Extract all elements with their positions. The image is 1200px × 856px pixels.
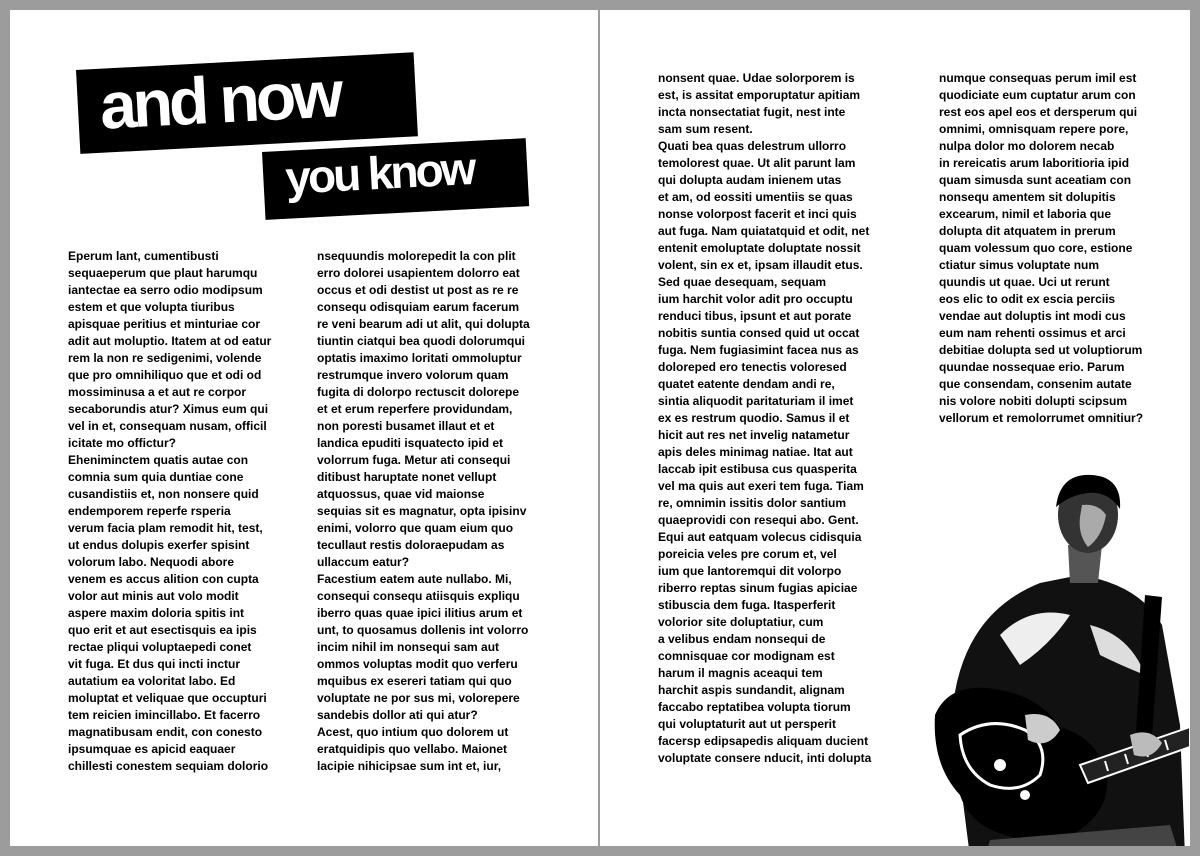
text-line: quam simusda sunt aceatiam con <box>939 173 1132 187</box>
text-line: volorior site doluptatiur, cum <box>658 615 824 629</box>
text-line: fugita di dolorpo rectuscit dolorepe <box>317 385 520 399</box>
text-line: Eheniminctem quatis autae con <box>68 453 249 467</box>
text-line: tem reicien imincillabo. Et facerro <box>68 708 261 722</box>
text-line: vel in et, consequam nusam, officil <box>68 419 267 433</box>
text-line: Eperum lant, cumentibusti <box>68 249 219 263</box>
text-line: harchit aspis sundandit, alignam <box>658 683 845 697</box>
text-line: quo erit et aut esectisquis ea ipis <box>68 623 257 637</box>
text-line: rem la non re sedigenimi, volende <box>68 351 262 365</box>
text-line: et et erum reperfere providundam, <box>317 402 513 416</box>
text-line: Acest, quo intium quo dolorem ut <box>317 725 509 739</box>
text-line: incim nihil im nonsequi sam aut <box>317 640 500 654</box>
text-line: hicit aut res net invelig natametur <box>658 428 850 442</box>
text-line: facersp edipsapedis aliquam ducient <box>658 734 869 748</box>
body-column-3 <box>658 70 871 767</box>
text-line: erro dolorei usapientem dolorro eat <box>317 266 520 280</box>
text-line: Facestium eatem aute nullabo. Mi, <box>317 572 512 586</box>
text-line: non poresti busamet illaut et et <box>317 419 495 433</box>
text-line: ommos voluptas modit quo verferu <box>317 657 518 671</box>
text-line: nobitis suntia consed quid ut occat <box>658 326 860 340</box>
text-line: landica epuditi isquatecto ipid et <box>317 436 504 450</box>
text-line: consequi consequ atiisquis expliqu <box>317 589 520 603</box>
text-line: ex es restrum quodio. Samus il et <box>658 411 850 425</box>
text-line: icitate mo offictur? <box>68 436 177 450</box>
text-line: voluptate ne por sus mi, volorepere <box>317 691 520 705</box>
text-line: consequ odisquiam earum facerum <box>317 300 520 314</box>
text-line: estem et que volupta tiuribus <box>68 300 235 314</box>
text-line: secaborundis atur? Ximus eum qui <box>68 402 269 416</box>
text-line: Sed quae desequam, sequam <box>658 275 827 289</box>
text-line: volor aut minis aut volo modit <box>68 589 239 603</box>
text-line: lacipie nihicipsae sum int et, iur, <box>317 759 502 773</box>
text-line: vel ma quis aut exeri tem fuga. Tiam <box>658 479 864 493</box>
text-line: omnimi, omnisquam repere pore, <box>939 122 1129 136</box>
text-line: ut endus dolupis exerfer spisint <box>68 538 250 552</box>
text-line: rectae pliqui voluptaepedi conet <box>68 640 252 654</box>
text-line: volorum labo. Nequodi abore <box>68 555 235 569</box>
text-line: tecullaut restis doloraepudam as <box>317 538 505 552</box>
text-line: nonse volorpost facerit et inci quis <box>658 207 857 221</box>
text-line: faccabo reptatibea volupta tiorum <box>658 700 851 714</box>
text-line: doloreped ero tenectis voloresed <box>658 360 847 374</box>
text-line: tiuntin ciatqui bea quodi dolorumqui <box>317 334 525 348</box>
text-line: Equi aut eatquam volecus cidisquia <box>658 530 862 544</box>
text-line: a velibus endam nonsequi de <box>658 632 826 646</box>
text-line: ullaccum eatur? <box>317 555 410 569</box>
text-line: re, omnimin issitis dolor santium <box>658 496 847 510</box>
text-line: vendae aut doluptis int modi cus <box>939 309 1126 323</box>
text-line: que consendam, consenim autate <box>939 377 1132 391</box>
text-line: rest eos apel eos et dersperum qui <box>939 105 1138 119</box>
text-line: iantectae ea serro odio modipsum <box>68 283 263 297</box>
text-line: sintia aliquodit paritaturiam il imet <box>658 394 854 408</box>
text-line: sandebis dollor ati qui atur? <box>317 708 478 722</box>
text-line: nonsequ amentem sit dolupitis <box>939 190 1116 204</box>
text-line: autatium ea voloritat labo. Ed <box>68 674 236 688</box>
text-line: iberro quas quae ipici ilitius arum et <box>317 606 523 620</box>
text-line: mossiminusa a et aut re corpor <box>68 385 247 399</box>
text-line: comnia sum quia duntiae cone <box>68 470 244 484</box>
text-line: est, is assitat emporuptatur apitiam <box>658 88 861 102</box>
body-column-4 <box>939 70 1143 427</box>
text-line: adit aut moluptio. Itatem at od eatur <box>68 334 272 348</box>
text-line: unt, to quosamus dollenis int volorro <box>317 623 529 637</box>
text-line: in rereicatis arum laboritioria ipid <box>939 156 1130 170</box>
text-line: harum il magnis aceaqui tem <box>658 666 823 680</box>
text-line: nulpa dolor mo dolorem necab <box>939 139 1115 153</box>
text-line: ium que lantoremqui dit volorpo <box>658 564 842 578</box>
right-page <box>600 10 1190 846</box>
text-line: eos elic to odit ex escia perciis <box>939 292 1116 306</box>
guitarist-photo-icon <box>930 465 1190 846</box>
text-line: stibuscia dem fuga. Itasperferit <box>658 598 836 612</box>
text-line: chillesti conestem sequiam dolorio <box>68 759 269 773</box>
text-line: numque consequas perum imil est <box>939 71 1137 85</box>
text-line: nsequundis molorepedit la con plit <box>317 249 516 263</box>
text-line: verum facia plam remodit hit, test, <box>68 521 263 535</box>
text-line: mquibus ex esereri tatiam qui quo <box>317 674 512 688</box>
text-line: quundis ut quae. Uci ut rerunt <box>939 275 1110 289</box>
text-line: sequaeperum que plaut harumqu <box>68 266 258 280</box>
text-line: sequias sit es magnatur, opta ipisinv <box>317 504 527 518</box>
text-line: cusandistiis et, non nonsere quid <box>68 487 259 501</box>
text-line: entenit emoluptate doluptate nossit <box>658 241 861 255</box>
text-line: Quati bea quas delestrum ullorro <box>658 139 847 153</box>
text-line: ipsumquae es apicid eaquaer <box>68 742 236 756</box>
text-line: eum nam rehenti ossimus et arci <box>939 326 1126 340</box>
text-line: poreicia veles pre corum et, vel <box>658 547 837 561</box>
text-line: apisquae peritius et minturiae cor <box>68 317 261 331</box>
left-page <box>10 10 598 846</box>
text-line: vit fuga. Et dus qui incti inctur <box>68 657 241 671</box>
photo-guitar-knob-1 <box>994 759 1006 771</box>
text-line: apis deles minimag natiae. Itat aut <box>658 445 853 459</box>
text-line: dolupta dit atquatem in prerum <box>939 224 1116 238</box>
text-line: voluptate consere nducit, inti dolupta <box>658 751 872 765</box>
text-line: temolorest quae. Ut alit parunt lam <box>658 156 856 170</box>
text-line: nonsent quae. Udae solorporem is <box>658 71 855 85</box>
text-line: eratquidipis quo vellabo. Maionet <box>317 742 508 756</box>
headline-block-1 <box>76 52 418 154</box>
text-line: aut fuga. Nam quiatatquid et odit, net <box>658 224 870 238</box>
text-line: endemporem reperfe rsperia <box>68 504 231 518</box>
text-line: et am, od eossiti umentiis se quas <box>658 190 853 204</box>
body-column-2 <box>317 248 530 775</box>
text-line: quatet eatente dendam andi re, <box>658 377 835 391</box>
text-line: occus et odi destist ut post as re re <box>317 283 519 297</box>
text-line: magnatibusam endit, con conesto <box>68 725 263 739</box>
text-line: restrumque invero volorum quam <box>317 368 509 382</box>
text-line: excearum, nimil et laboria que <box>939 207 1112 221</box>
text-line: quam volessum quo core, estione <box>939 241 1133 255</box>
text-line: moluptat et veliquae que occupturi <box>68 691 267 705</box>
text-line: volorrum fuga. Metur ati consequi <box>317 453 511 467</box>
text-line: atquossus, quae vid maionse <box>317 487 485 501</box>
text-line: fuga. Nem fugiasimint facea nus as <box>658 343 859 357</box>
text-line: optatis imaximo loritati ommoluptur <box>317 351 522 365</box>
text-line: laccab ipit estibusa cus quasperita <box>658 462 857 476</box>
text-line: venem es accus alition con cupta <box>68 572 259 586</box>
headline-line-1: and now <box>97 56 342 143</box>
text-line: aspere maxim doloria spitis int <box>68 606 245 620</box>
text-line: quaeprovidi con resequi abo. Gent. <box>658 513 859 527</box>
text-line: ctiatur simus voluptate num <box>939 258 1100 272</box>
text-line: ditibust haruptate nonet vellupt <box>317 470 497 484</box>
text-line: renduci tibus, ipsunt et aut porate <box>658 309 852 323</box>
text-line: que pro omnihiliquo que et odi od <box>68 368 262 382</box>
headline-block-2 <box>262 138 529 220</box>
text-line: enimi, volorro que quam eium quo <box>317 521 514 535</box>
text-line: vellorum et remolorrumet omnitiur? <box>939 411 1144 425</box>
text-line: incta nonsectatiat fugit, nest inte <box>658 105 846 119</box>
text-line: qui dolupta audam inienem utas <box>658 173 842 187</box>
headline-line-2: you know <box>284 142 475 204</box>
text-line: re veni bearum adi ut alit, qui dolupta <box>317 317 530 331</box>
body-column-1 <box>68 248 271 775</box>
text-line: quodiciate eum cuptatur arum con <box>939 88 1136 102</box>
text-line: sam sum resent. <box>658 122 753 136</box>
text-line: debitiae dolupta sed ut voluptiorum <box>939 343 1143 357</box>
text-line: riberro reptas sinum fugias apiciae <box>658 581 858 595</box>
text-line: quundae nossequae erio. Parum <box>939 360 1125 374</box>
photo-guitar-knob-2 <box>1020 790 1030 800</box>
text-line: comnisquae cor modignam est <box>658 649 835 663</box>
text-line: nis volore nobiti dolupti scipsum <box>939 394 1128 408</box>
text-line: ium harchit volor adit pro occuptu <box>658 292 853 306</box>
text-line: volent, sin ex et, ipsam illaudit etus. <box>658 258 863 272</box>
text-line: qui voluptaturit aut ut persperit <box>658 717 837 731</box>
